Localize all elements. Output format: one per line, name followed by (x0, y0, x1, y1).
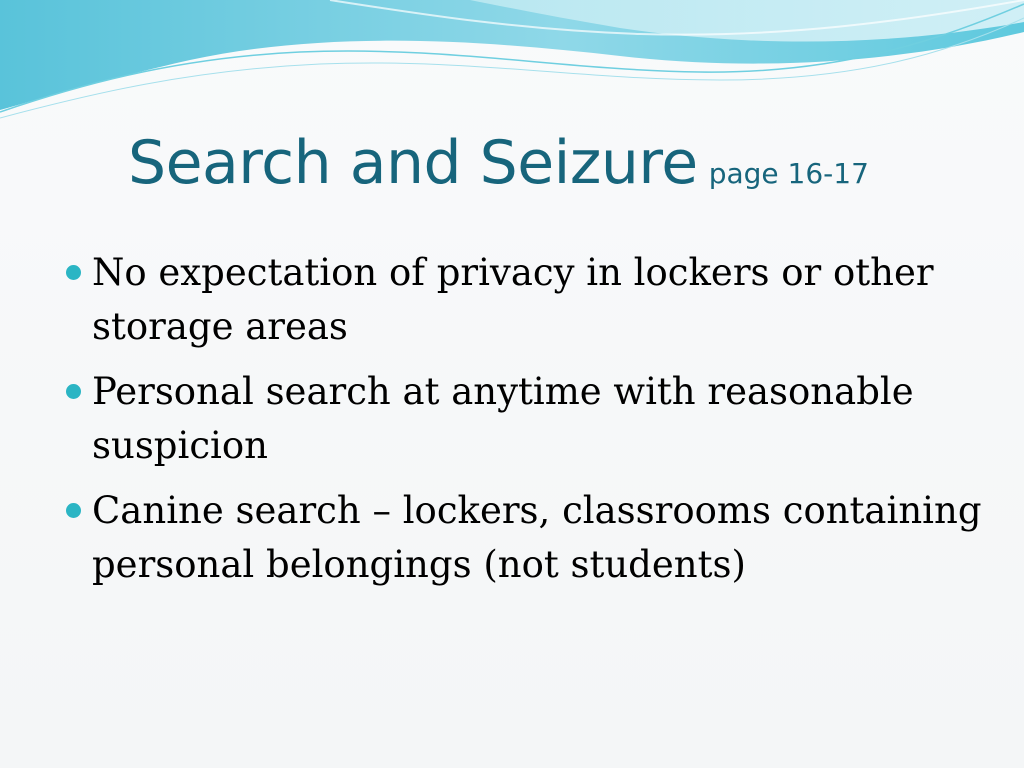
bullet-item (62, 246, 1017, 354)
slide-title (128, 128, 869, 198)
bullet-list (62, 246, 1017, 603)
bullet-text: Canine search – lockers, classrooms containing personal belongings (not students) (92, 489, 982, 586)
bullet-text: No expectation of privacy in lockers or other storage areas (92, 251, 934, 348)
bullet-dot-icon (66, 265, 81, 280)
bullet-item (62, 484, 1017, 592)
header-wave-decoration (0, 0, 1024, 130)
bullet-text: Personal search at anytime with reasonable suspicion (92, 370, 914, 467)
bullet-dot-icon (66, 503, 81, 518)
title-text: Search and Seizure (128, 128, 698, 198)
bullet-dot-icon (66, 384, 81, 399)
page-reference: page 16-17 (708, 157, 869, 190)
bullet-item (62, 365, 1017, 473)
